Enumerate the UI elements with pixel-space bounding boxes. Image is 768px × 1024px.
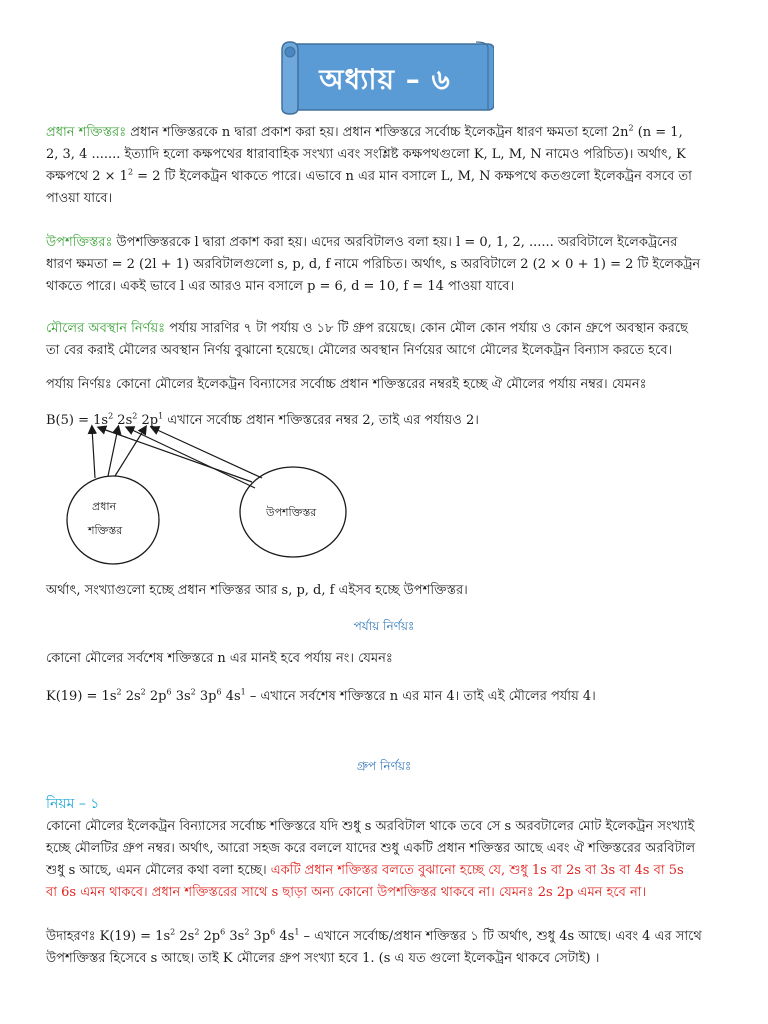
k-s4: 2 xyxy=(190,687,196,697)
ex-s4: 2 xyxy=(244,927,250,937)
chapter-title: অধ্যায় – ৬ xyxy=(319,63,451,96)
p1-line-3-text: কক্ষপথে 2 × 1 xyxy=(46,169,128,184)
example-paragraph xyxy=(46,926,728,970)
k-b: 2s xyxy=(121,689,141,704)
p4-line-1: পর্যায় নির্ণয়ঃ কোনো মৌলের ইলেকট্রন বিন্যাসের সর্বোচ্চ প্রধান শক্তিস্তরের নম্বরই হচ্ছে ঐ মৌলের পর্যায় নম্বর। যেমনঃ xyxy=(46,377,647,392)
p6-line-1: কোনো মৌলের সর্বশেষ শক্তিস্তরে n এর মানই হবে পর্যায় নং। যেমনঃ xyxy=(46,651,393,666)
p5-line-1: অর্থাৎ, সংখ্যাগুলো হচ্ছে প্রধান শক্তিস্তর আর s, p, d, f এইসব হচ্ছে উপশক্তিস্তর। xyxy=(46,583,468,598)
p2-line-1-text: উপশক্তিস্তরকে l দ্বারা প্রকাশ করা হয়। এদের অরবিটালও বলা হয়। l = 0, 1, 2, ...... অরবিটালে ইলেকট্রনের xyxy=(112,235,678,250)
ex-d: 3s xyxy=(225,929,245,944)
ex-g: – এখানে সর্বোচ্চ/প্রধান শক্তিস্তর ১ টি অর্থাৎ, শুধু 4s আছে। এবং 4 এর সাথে xyxy=(299,929,702,944)
k-a: K(19) = 1s xyxy=(46,689,117,704)
k-d: 3s xyxy=(171,689,191,704)
p3-line-1 xyxy=(46,318,728,340)
k-f: 4s xyxy=(221,689,241,704)
boron-configuration xyxy=(46,410,728,432)
principal-shell-ellipse xyxy=(67,476,159,564)
element-position-term: মৌলের অবস্থান নির্ণয়ঃ xyxy=(46,321,166,336)
p7-line-1: কোনো মৌলের ইলেকট্রন বিন্যাসের সর্বোচ্চ শক্তিস্তরে যদি শুধু s অরবিটাল থাকে তবে সে s অরবটালের মোট ইলেকট্রন সংখ্যাই xyxy=(46,819,695,834)
k-s2: 2 xyxy=(140,687,146,697)
k-g: – এখানে সর্বশেষ শক্তিস্তরে n এর মান 4। তাই এই মৌলের পর্যায় 4। xyxy=(245,689,596,704)
k-s3: 6 xyxy=(166,687,172,697)
arrow-2s xyxy=(108,428,118,476)
boron-b: 2s xyxy=(113,413,133,428)
period-determination-paragraph xyxy=(46,374,728,396)
p1-line-1-end: (n = 1, xyxy=(633,125,683,140)
ex-e: 3p xyxy=(249,929,271,944)
rule-1-paragraph xyxy=(46,816,728,904)
boron-s2: 2 xyxy=(132,411,138,421)
subshell-term: উপশক্তিস্তরঃ xyxy=(46,235,113,250)
p3-line-2: তা বের করাই মৌলের অবস্থান নির্ণয় বুঝানো হয়েছে। মৌলের অবস্থান নির্ণয়ের আগে মৌলের ইলেকট্রন বিন্যাস করতে হবে। xyxy=(46,343,673,358)
p3-line-1-text: পর্যায় সারণির ৭ টা পর্যায় ও ১৮ টি গ্রুপ রয়েছে। কোন মৌল কোন পর্যায় ও কোন গ্রুপে অবস্থান করছে xyxy=(165,321,688,336)
p2-line-1 xyxy=(46,232,728,254)
ex-s3: 6 xyxy=(220,927,226,937)
k-c: 2p xyxy=(145,689,167,704)
principal-label-1: প্রধান xyxy=(92,500,117,513)
subshell-label: উপশক্তিস্তর xyxy=(266,506,317,519)
arrow-2p xyxy=(115,428,145,476)
principal-label-2: শক্তিস্তর xyxy=(88,524,123,537)
p1-line-3-sup: 2 xyxy=(127,167,134,177)
element-position-paragraph xyxy=(46,318,728,362)
p2-line-3: থাকতে পারে। একই ভাবে l এর আরও মান বসালে p = 6, d = 10, f = 14 পাওয়া যাবে। xyxy=(46,279,515,294)
p1-line-2: 2, 3, 4 ....... ইত্যাদি হলো কক্ষপথের ধারাবাহিক সংখ্যা এবং সংশ্লিষ্ট কক্ষপথগুলো K, L, M, N নামেও পরিচিত)। অর্থাৎ, K xyxy=(46,147,686,162)
ex-s1: 2 xyxy=(170,927,176,937)
principal-shell-paragraph xyxy=(46,122,728,210)
summary-paragraph xyxy=(46,580,728,602)
p1-line-1-text: প্রধান শক্তিস্তরকে n দ্বারা প্রকাশ করা হয়। প্রধান শক্তিস্তরে সর্বোচ্চ ইলেকট্রন ধারণ ক্ষমতা হলো 2n xyxy=(126,125,629,140)
group-heading: গ্রুপ নির্ণয়ঃ xyxy=(356,759,412,773)
chapter-banner xyxy=(276,38,494,116)
period-rule-paragraph xyxy=(46,648,728,670)
p7-line-2: হচ্ছে মৌলটির গ্রুপ নম্বর। অর্থাৎ, আরো সহজ করে বললে যাদের শুধু একটি প্রধান শক্তিস্তর আছে এবং ঐ শক্তিস্তরের অরবিটাল xyxy=(46,841,696,856)
example-line-1 xyxy=(46,926,728,948)
boron-c: 2p xyxy=(137,413,159,428)
ex-c: 2p xyxy=(199,929,221,944)
ex-s5: 6 xyxy=(270,927,276,937)
p7-line-3-emphasis: একটি প্রধান শক্তিস্তর বলতে বুঝানো হচ্ছে যে, শুধু 1s বা 2s বা 3s বা 4s বা 5s xyxy=(270,863,684,878)
ex-a: উদাহরণঃ K(19) = 1s xyxy=(46,929,171,944)
ex-s6: 1 xyxy=(294,927,300,937)
ex-f: 4s xyxy=(275,929,295,944)
boron-d: এখানে সর্বোচ্চ প্রধান শক্তিস্তরের নম্বর 2, তাই এর পর্যায়ও 2। xyxy=(163,413,479,428)
p7-line-3-text: শুধু s আছে, এমন মৌলের কথা বলা হচ্ছে। xyxy=(46,863,271,878)
p1-line-3-end: = 2 টি ইলেকট্রন থাকতে পারে। এভাবে n এর মান বসালে L, M, N কক্ষপথে কতগুলো ইলেকট্রন বসবে তা xyxy=(133,169,692,184)
arrow-p-sub xyxy=(153,428,262,478)
k-e: 3p xyxy=(195,689,217,704)
k-s5: 6 xyxy=(216,687,222,697)
p7-line-4: বা 6s এমন থাকবে। প্রধান শক্তিস্তরের সাথে s ছাড়া অন্য কোনো উপশক্তিস্তর থাকবে না। যেমনঃ 2s 2p এমন হবে না। xyxy=(46,885,647,900)
k-s1: 2 xyxy=(116,687,122,697)
boron-a: B(5) = 1s xyxy=(46,413,109,428)
arrow-s-sub1 xyxy=(100,428,252,482)
ex-b: 2s xyxy=(175,929,195,944)
rule-1-heading: নিয়ম – ১ xyxy=(46,796,100,812)
p1-line-1 xyxy=(46,122,728,144)
arrow-s-sub2 xyxy=(128,428,255,488)
boron-s1: 2 xyxy=(108,411,114,421)
potassium-configuration xyxy=(46,686,728,708)
p1-sup: 2 xyxy=(628,123,634,133)
period-heading: পর্যায় নির্ণয়ঃ xyxy=(353,619,415,633)
ex-s2: 2 xyxy=(194,927,200,937)
p1-line-3 xyxy=(46,166,728,188)
subshell-paragraph xyxy=(46,232,728,298)
arrow-1s xyxy=(92,428,95,478)
p2-line-2: ধারণ ক্ষমতা = 2 (2l + 1) অরবিটালগুলো s, p, d, f নামে পরিচিত। অর্থাৎ, s অরবিটালে 2 (2 × 0 + 1) = 2 টি ইলেকট্রন xyxy=(46,257,701,272)
example-line-2: উপশক্তিস্তর হিসেবে s আছে। তাই K মৌলের গ্রুপ সংখ্যা হবে 1. (s এ যত গুলো ইলেকট্রন থাকবে সেটাই) । xyxy=(46,951,600,966)
p7-line-3 xyxy=(46,860,728,882)
principal-shell-term: প্রধান শক্তিস্তরঃ xyxy=(46,125,127,140)
p1-line-4: পাওয়া যাবে। xyxy=(46,191,113,206)
boron-s3: 1 xyxy=(158,411,164,421)
k-s6: 1 xyxy=(240,687,246,697)
